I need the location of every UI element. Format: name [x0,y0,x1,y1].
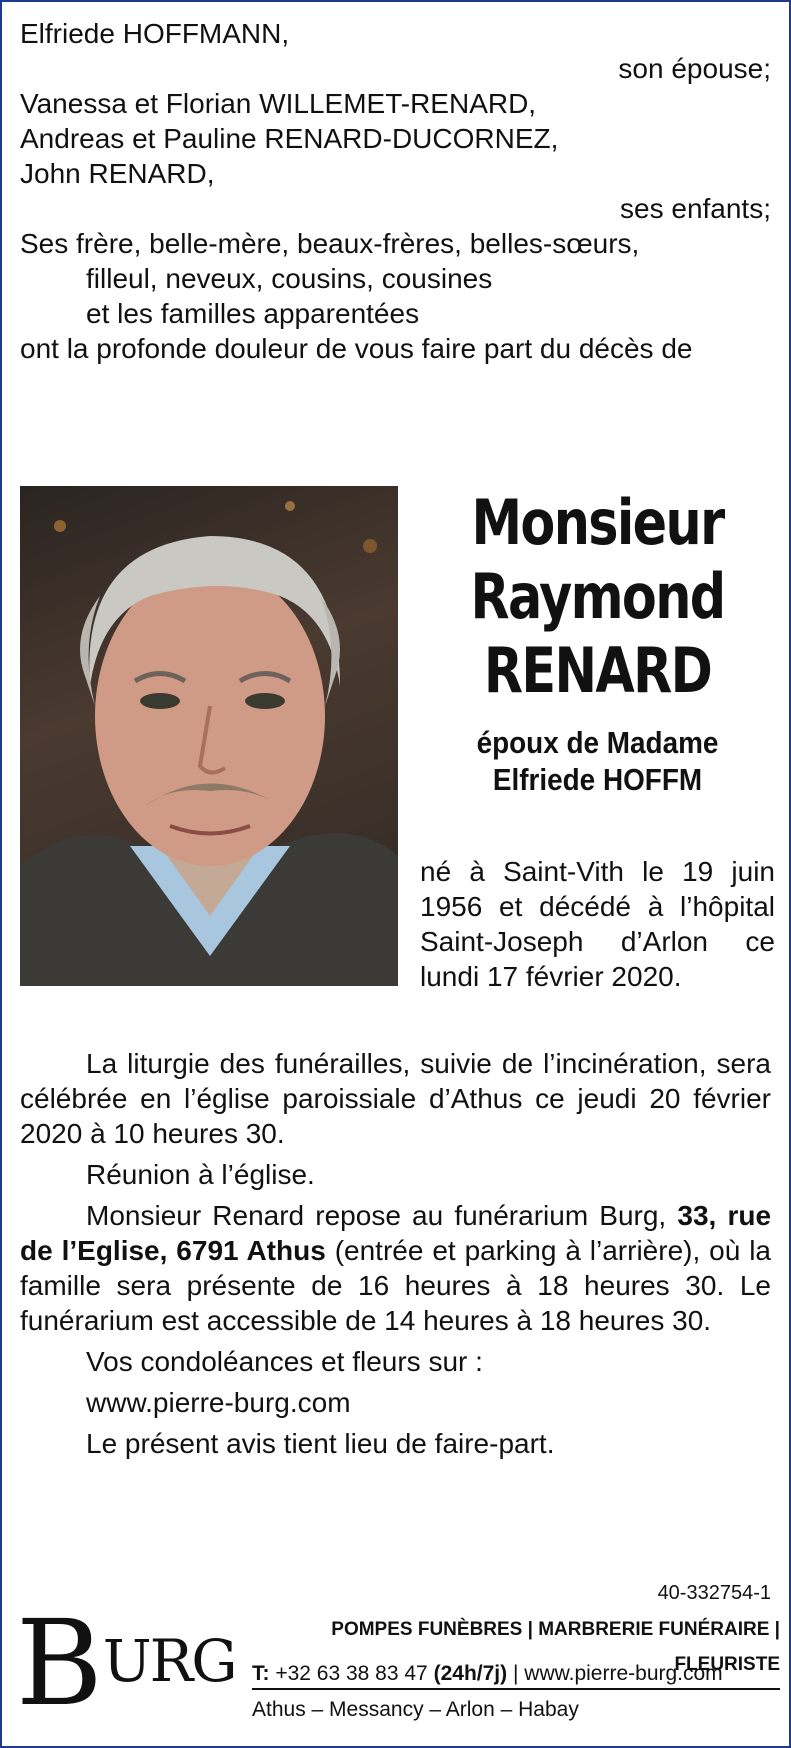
portrait-photo [20,486,398,986]
condolences-text: Vos condoléances et fleurs sur : [86,1346,483,1377]
funeral-home-address: 33, rue de l’Eglise, 6791 Athus [20,1200,772,1266]
condolences-website-link[interactable]: www.pierre-burg.com [86,1387,351,1418]
rest-paragraph [20,1198,771,1338]
deceased-title: Monsieur [471,486,724,559]
child-line: Andreas et Pauline RENARD-DUCORNEZ, [20,123,559,154]
notice-text: Le présent avis tient lieu de faire-part. [86,1428,555,1459]
relatives-line: filleul, neveux, cousins, cousines [86,263,493,294]
spouse-of-line1: époux de Madame [476,725,719,760]
rest-intro: Monsieur Renard repose au funérarium Burg, [86,1200,667,1231]
child-line: John RENARD, [20,158,215,189]
logo-letter-b: B [16,1594,103,1732]
announcement-text: ont la profonde douleur de vous faire part du décès de [20,333,693,364]
phone-label: T: [252,1662,270,1685]
services-line: POMPES FUNÈBRES | MARBRERIE FUNÉRAIRE | FLEURISTE [252,1612,780,1690]
hours-badge: (24h/7j) [433,1662,508,1685]
portrait-illustration [20,486,398,986]
logo-letters-urg: URG [102,1627,236,1695]
family-section [20,16,771,486]
deceased-name-block [420,486,775,798]
spouse-name: Elfriede HOFFMANN, [20,18,290,49]
towns-line: Athus – Messancy – Arlon – Habay [252,1698,579,1721]
child-line: Vanessa et Florian WILLEMET-RENARD, [20,88,537,119]
relatives-line: Ses frère, belle-mère, beaux-frères, belles-sœurs, [20,228,640,259]
deceased-last-name: RENARD [483,634,712,707]
burg-logo [16,1594,236,1732]
funeral-home-footer [16,1594,780,1732]
funeral-details [20,1046,771,1461]
deceased-section [20,486,775,1046]
spouse-role: son épouse; [618,53,771,84]
relatives-line: et les familles apparentées [86,298,420,329]
footer-website-link[interactable]: www.pierre-burg.com [524,1662,723,1685]
reference-number: 40-332754-1 [657,1582,771,1604]
spouse-of-line2: Elfriede HOFFM [492,762,703,797]
meeting-text: Réunion à l’église. [86,1159,315,1190]
liturgy-text: La liturgie des funérailles, suivie de l’incinération, sera célébrée en l’église paroissiale d’Athus ce jeudi 20 février 2020 à 10 heures 30. [20,1048,771,1149]
birth-death-text: né à Saint-Vith le 19 juin 1956 et décédé à l’hôpital Saint-Joseph d’Arlon ce lundi 17 février 2020. [420,856,775,992]
contact-line [252,1656,723,1691]
separator: | [512,1662,519,1685]
phone-number[interactable]: +32 63 38 83 47 [275,1662,428,1685]
rest-details: (entrée et parking à l’arrière), où la famille sera présente de 16 heures à 18 heures 30. Le funérarium est accessible de 14 heures à 18 heures 30. [20,1235,771,1336]
deceased-first-name: Raymond [470,560,725,633]
children-role: ses enfants; [620,193,771,224]
